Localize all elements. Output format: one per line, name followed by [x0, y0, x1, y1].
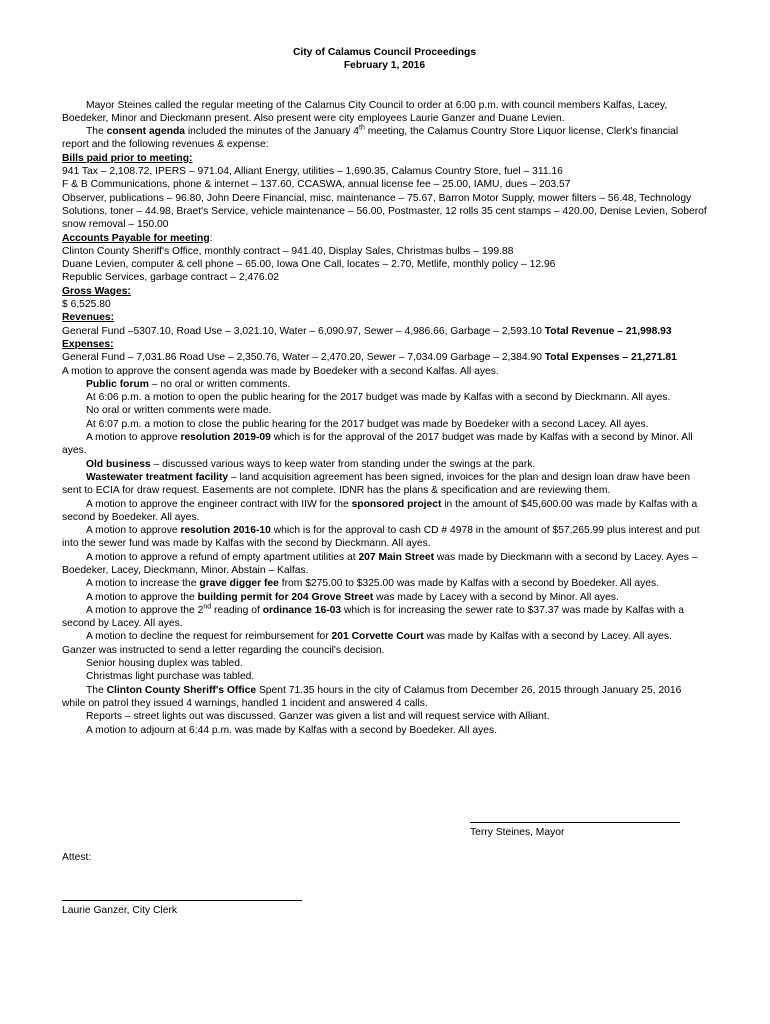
attest-label: Attest: [62, 852, 92, 863]
ordinance-16-03: A motion to approve the 2nd reading of ordinance 16-03 which is for increasing the sewer rate to $37.37 was made by Kalfas with a second by Lacey. All ayes. [62, 603, 684, 630]
senior-housing: Senior housing duplex was tabled. [86, 658, 243, 670]
payable-line: Republic Services, garbage contract – 2,476.02 [62, 272, 279, 284]
payable-line: Clinton County Sheriff's Office, monthly contract – 941.40, Display Sales, Christmas bulbs – 199.88 [62, 245, 514, 257]
engineer-contract: A motion to approve the engineer contract with IIW for the sponsored project in the amount of $45,600.00 was made by Kalfas with a second by Boedeker. All ayes. [62, 498, 698, 523]
payable-line: Duane Levien, computer & cell phone – 65.00, Iowa One Call, locates – 2.70, Metlife, monthly policy – 12.96 [62, 259, 556, 271]
payable-heading: Accounts Payable for meeting: [62, 232, 213, 244]
sheriff-report: The Clinton County Sheriff's Office Spent 71.35 hours in the city of Calamus from December 26, 2015 through January 25, 2016 while on patrol they issued 4 warnings, handled 1 incident and answered 4 calls. [62, 684, 682, 709]
bills-line: Observer, publications – 96.80, John Deere Financial, misc. maintenance – 75.67, Barron Motor Supply, mower filters – 56.48, Technology Solutions, toner – 44.98, Braet's Service, vehicle maintenance – 56.00, Postmaster, 12 rolls 35 cent stamps – 420.00, Denise Levien, Soberof snow removal – 150.00 [62, 192, 707, 231]
refund-motion: A motion to approve a refund of empty apartment utilities at 207 Main Street was made by Dieckmann with a second by Lacey. Ayes – Boedeker, Lacey, Dieckmann, Minor. Abstain – Kalfas. [62, 551, 698, 576]
expenses-heading: Expenses: [62, 338, 114, 350]
wastewater: Wastewater treatment facility – land acquisition agreement has been signed, invoices for the plan and design loan draw have been sent to ECIA for draw request. Easements are not complete. IDNR has the plans & specification and are reviewing them. [62, 471, 691, 497]
consent-agenda-paragraph: The consent agenda included the minutes of the January 4th meeting, the Calamus Country Store Liquor license, Clerk's financial report and the following revenues & expense: [62, 124, 679, 151]
bills-heading: Bills paid prior to meeting: [62, 152, 193, 164]
mayor-name: Terry Steines, Mayor [470, 827, 565, 838]
reports: Reports – street lights out was discussed. Ganzer was given a list and will request service with Alliant. [86, 711, 550, 723]
clerk-name: Laurie Ganzer, City Clerk [62, 905, 178, 916]
document-title: City of Calamus Council Proceedings [292, 47, 477, 58]
revenues-line: General Fund –5307.10, Road Use – 3,021.10, Water – 6,090.97, Sewer – 4,986.66, Garbage – 2,593.10 Total Revenue – 21,998.93 [62, 325, 672, 337]
bills-line: 941 Tax – 2,108.72, IPERS – 971.04, Alliant Energy, utilities – 1,690.35, Calamus Country Store, fuel – 311.16 [62, 166, 563, 178]
public-forum: Public forum – no oral or written comments. [86, 378, 291, 390]
clerk-signature-block [62, 900, 302, 916]
intro-paragraph: Mayor Steines called the regular meeting of the Calamus City Council to order at 6:00 p.m. with council members Kalfas, Lacey, Boedeker, Minor and Dieckmann present. Also present were city employees Laurie Ganzer and Duane Levien. [62, 99, 668, 124]
signature-line [62, 900, 302, 901]
old-business: Old business – discussed various ways to keep water from standing under the swings at the park. [86, 458, 536, 470]
spacer [62, 73, 707, 99]
reimbursement-decline: A motion to decline the request for reimbursement for 201 Corvette Court was made by Kalfas with a second by Lacey. All ayes. Ganzer was instructed to send a letter regarding the council's decision. [62, 631, 672, 656]
bills-line: F & B Communications, phone & internet – 137.60, CCASWA, annual license fee – 25.00, IAMU, dues – 203.57 [62, 179, 571, 191]
document-body [62, 46, 707, 737]
hearing-close: At 6:07 p.m. a motion to close the public hearing for the 2017 budget was made by Boedeker with a second Lacey. All ayes. [86, 418, 649, 430]
resolution-2019-09: A motion to approve resolution 2019-09 which is for the approval of the 2017 budget was made by Kalfas with a second by Minor. All ayes. [62, 432, 693, 457]
document-date: February 1, 2016 [343, 60, 426, 72]
adjourn-motion: A motion to adjourn at 6:44 p.m. was made by Kalfas with a second by Boedeker. All ayes. [86, 724, 497, 736]
signature-line [470, 822, 680, 823]
building-permit: A motion to approve the building permit for 204 Grove Street was made by Lacey with a second by Minor. All ayes. [86, 591, 619, 603]
mayor-signature-block [470, 822, 680, 838]
expenses-line: General Fund – 7,031.86 Road Use – 2,350.76, Water – 2,470.20, Sewer – 7,034.09 Garbage – 2,384.90 Total Expenses – 21,271.81 [62, 352, 677, 364]
grave-digger-fee: A motion to increase the grave digger fee from $275.00 to $325.00 was made by Kalfas with a second by Boedeker. All ayes. [86, 578, 659, 590]
no-comments: No oral or written comments were made. [86, 405, 272, 417]
resolution-2016-10: A motion to approve resolution 2016-10 which is for the approval to cash CD # 4978 in the amount of $57,265.99 plus interest and put into the sewer fund was made by Kalfas with the second by Dieckmann. All ayes. [62, 525, 700, 550]
wages-heading: Gross Wages: [62, 285, 131, 297]
wages-value: $ 6,525.80 [62, 299, 111, 311]
revenues-heading: Revenues: [62, 312, 115, 324]
consent-motion: A motion to approve the consent agenda was made by Boedeker with a second Kalfas. All ayes. [62, 365, 499, 377]
christmas-lights: Christmas light purchase was tabled. [86, 671, 255, 683]
hearing-open: At 6:06 p.m. a motion to open the public hearing for the 2017 budget was made by Kalfas with a second by Dieckmann. All ayes. [86, 392, 671, 404]
